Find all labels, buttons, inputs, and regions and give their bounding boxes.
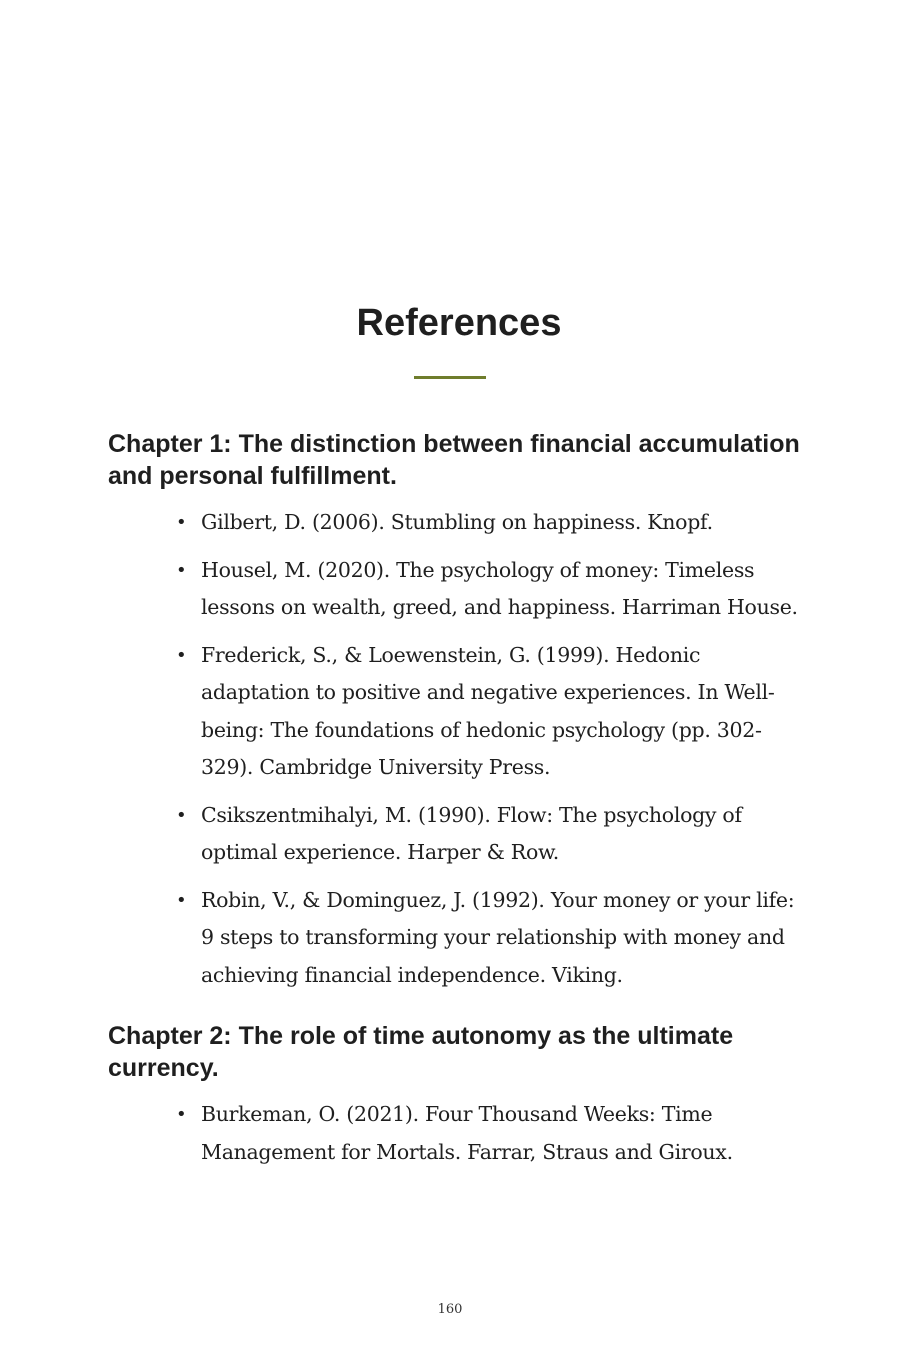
reference-text: Housel, M. (2020). The psychology of money: Timeless lessons on wealth, greed, and happiness. Harriman House.: [201, 557, 798, 619]
reference-item: [176, 882, 808, 995]
bullet-icon: •: [176, 889, 187, 911]
bullet-icon: •: [176, 512, 187, 533]
page-number: 160: [437, 1302, 463, 1317]
reference-text: Burkeman, O. (2021). Four Thousand Weeks: Time Management for Mortals. Farrar, Straus and Giroux.: [201, 1102, 733, 1164]
references-content: [108, 428, 808, 1181]
chapter-heading: Chapter 2: The role of time autonomy as the ultimate currency.: [108, 1022, 734, 1082]
reference-text: Gilbert, D. (2006). Stumbling on happiness. Knopf.: [201, 510, 713, 534]
bullet-icon: •: [176, 559, 187, 581]
reference-text: Csikszentmihalyi, M. (1990). Flow: The psychology of optimal experience. Harper & Row.: [201, 802, 742, 864]
reference-item: [176, 797, 808, 872]
reference-item: [176, 504, 808, 542]
chapter-section: [108, 1020, 808, 1171]
chapter-section: [108, 428, 808, 994]
chapter-heading: Chapter 1: The distinction between financial accumulation and personal fulfillment.: [108, 430, 800, 490]
reference-item: [176, 1096, 808, 1171]
reference-item: [176, 552, 808, 627]
page-title: References: [356, 302, 562, 344]
reference-text: Robin, V., & Dominguez, J. (1992). Your money or your life: 9 steps to transforming your relationship with money and achieving financial independence. Viking.: [201, 887, 795, 987]
title-divider: [414, 376, 486, 379]
reference-list: [108, 504, 808, 994]
reference-item: [176, 637, 808, 787]
bullet-icon: •: [176, 644, 187, 666]
bullet-icon: •: [176, 804, 187, 826]
reference-list: [108, 1096, 808, 1171]
bullet-icon: •: [176, 1104, 187, 1125]
reference-text: Frederick, S., & Loewenstein, G. (1999). Hedonic adaptation to positive and negative experiences. In Well-being: The foundations of hedonic psychology (pp. 302-329). Cambridge University Press.: [201, 642, 775, 779]
